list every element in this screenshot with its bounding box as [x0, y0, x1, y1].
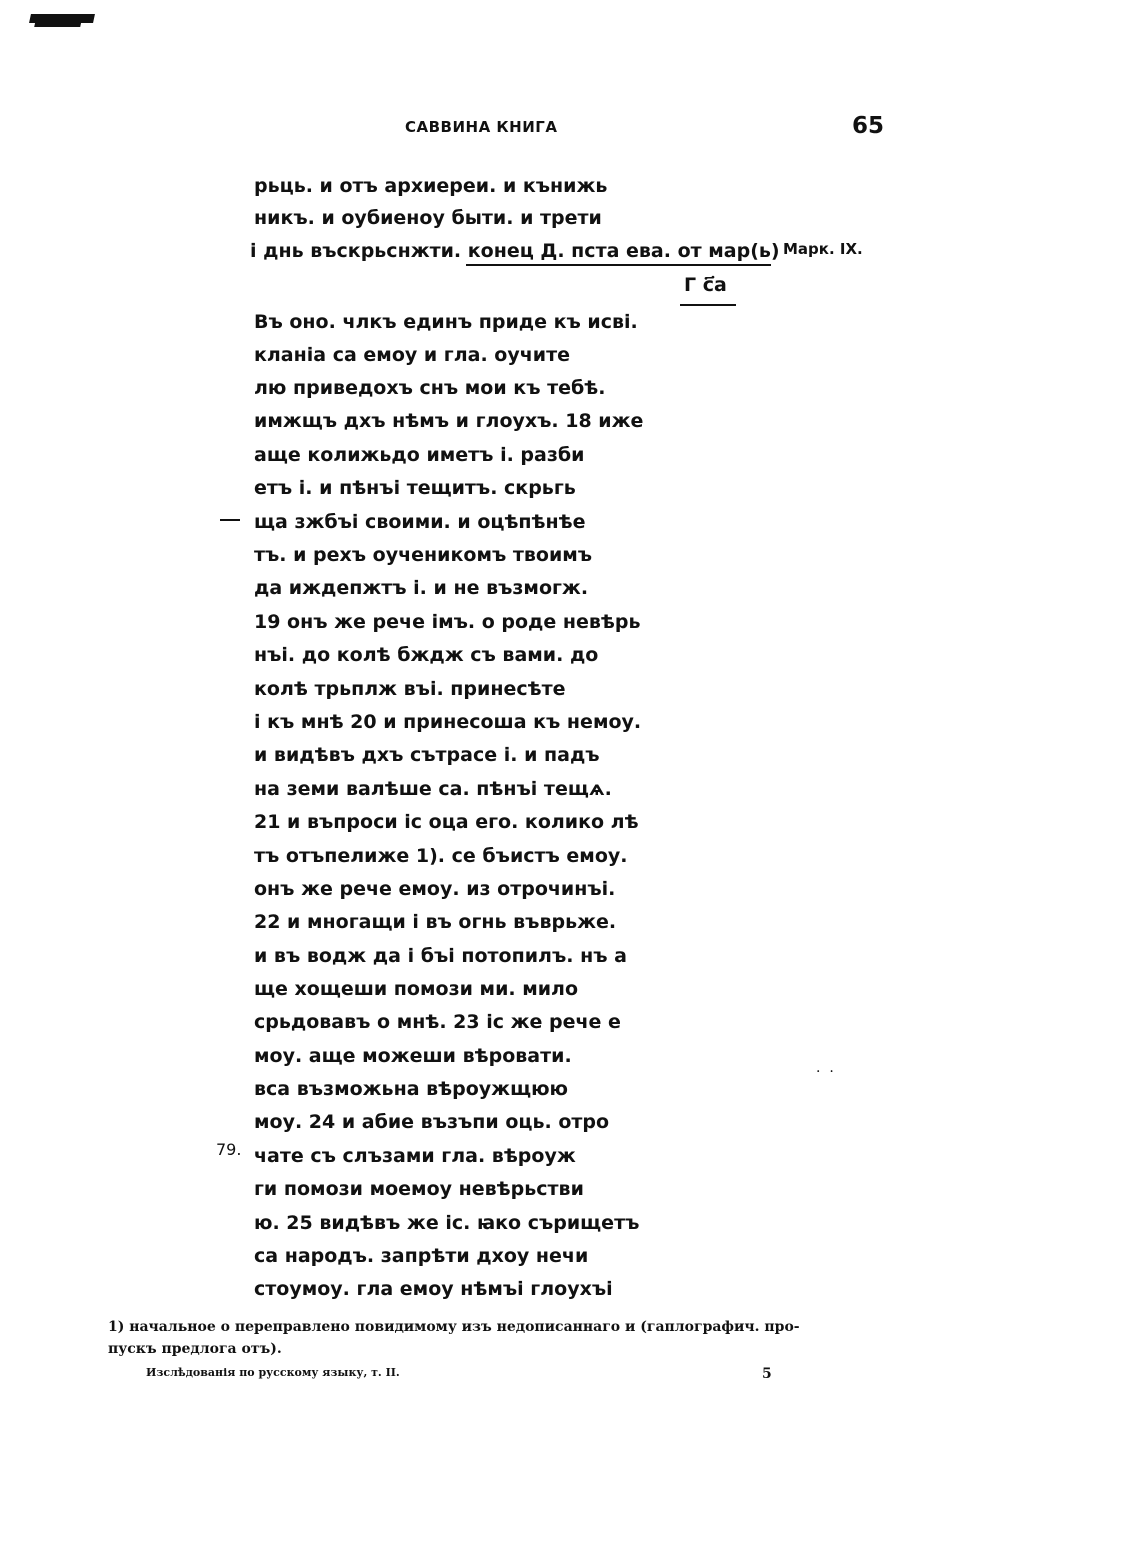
rubric-underline: [466, 264, 771, 266]
text-line: 21 и въпроси іс оца его. колико лѣ: [254, 811, 639, 833]
text-line: лю приведохъ снъ мои къ тебѣ.: [254, 377, 606, 399]
text-line: вса възможьна вѣроужщюю: [254, 1078, 569, 1100]
signature-mark: 5: [762, 1366, 772, 1382]
text-line: ги помози моемоу невѣрьстви: [254, 1178, 584, 1200]
text-line: стоумоу. гла емоу нѣмъі глоухъі: [254, 1278, 613, 1300]
text-line: тъ. и рехъ оученикомъ твоимъ: [254, 544, 593, 566]
text-line: онъ же рече емоу. из отрочинъі.: [254, 878, 616, 900]
margin-verse-number: 79.: [216, 1140, 242, 1159]
text-line: и въ водж да і бъі потопилъ. нъ а: [254, 945, 627, 967]
text-line: имжщъ дхъ нѣмъ и глоухъ. 18 иже: [254, 410, 644, 432]
margin-dash: [220, 519, 240, 521]
rubric-underline: [680, 304, 736, 306]
text-line: са народъ. запрѣти дхоу нечи: [254, 1245, 589, 1267]
running-title: САВВИНА КНИГА: [405, 118, 558, 136]
footnote: [108, 1316, 898, 1360]
text-line: да иждепжтъ і. и не възмогж.: [254, 577, 589, 599]
text-line: аще колижьдо иметъ і. разби: [254, 444, 585, 466]
text-line: Въ оно. члкъ единъ приде къ исві.: [254, 311, 638, 333]
page-number: 65: [852, 113, 885, 139]
footnote-line: 1) начальное о переправлено повидимому изъ недописаннаго и (гаплографич. про-: [108, 1319, 800, 1335]
text-line: никъ. и оубиеноу быти. и трети: [254, 207, 602, 229]
margin-reference: Марк. IX.: [783, 240, 863, 258]
text-line: ю. 25 видѣвъ же іс. ꙗко сърищетъ: [254, 1212, 640, 1234]
text-line: нъі. до колѣ бждж съ вами. до: [254, 644, 599, 666]
text-line: і днь въскрьснжти. конец Д. пста ева. от мар(ь): [250, 240, 780, 262]
text-line: чате съ слъзами гла. вѣроуж: [254, 1145, 576, 1167]
text-line: рьць. и отъ архиереи. и кънижь: [254, 175, 608, 197]
text-line: кланіа са емоу и гла. оучите: [254, 344, 570, 366]
text-line: моу. 24 и абие възъпи оць. отро: [254, 1111, 610, 1133]
text-line: ща зжбъі своими. и оцѣпѣнѣе: [254, 511, 586, 533]
corner-scan-mark: [29, 14, 95, 23]
text-line: колѣ трьплж въі. принесѣте: [254, 678, 566, 700]
text-line: і къ мнѣ 20 и принесоша къ немоу.: [254, 711, 642, 733]
scan-specks: · ·: [816, 1064, 834, 1080]
text-line: етъ і. и пѣнъі тещитъ. скрьгь: [254, 477, 576, 499]
text-line: срьдовавъ о мнѣ. 23 іс же рече е: [254, 1011, 621, 1033]
text-line: и видѣвъ дхъ сътрасе і. и падъ: [254, 744, 600, 766]
text-line: тъ отъпелиже 1). се бъистъ емоу.: [254, 845, 628, 867]
text-line: 19 онъ же рече імъ. о роде невѣрь: [254, 611, 641, 633]
imprint-line: Изслѣдованія по русскому языку, т. II.: [146, 1366, 400, 1379]
text-line: моу. аще можеши вѣровати.: [254, 1045, 572, 1067]
footnote-line: пускъ предлога отъ).: [108, 1341, 282, 1357]
text-line: ще хощеши помози ми. мило: [254, 978, 579, 1000]
text-line: 22 и многащи і въ огнь въврьже.: [254, 911, 617, 933]
rubric-line: Г с҃а: [684, 274, 727, 296]
text-line: на земи валѣше са. пѣнъі тещѧ.: [254, 778, 612, 800]
